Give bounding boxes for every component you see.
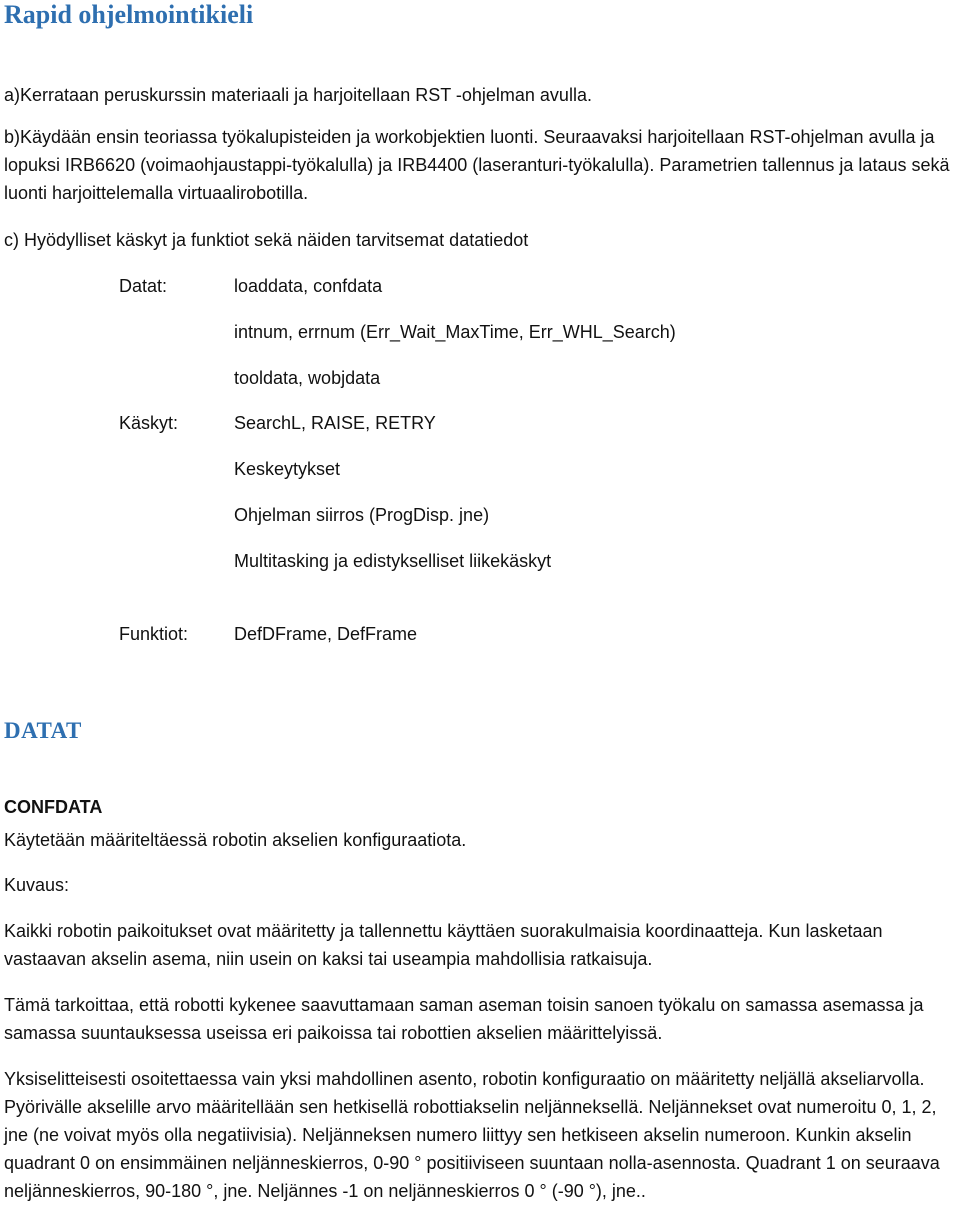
kuvaus-label: Kuvaus:: [4, 875, 70, 895]
kaskyt-label: Käskyt:: [119, 413, 179, 433]
paragraph-a: a)Kerrataan peruskurssin materiaali ja harjoitellaan RST -ohjelman avulla.: [4, 85, 592, 105]
list-item: tooldata, wobjdata: [234, 368, 381, 388]
section-title: DATAT: [4, 718, 82, 743]
list-item: intnum, errnum (Err_Wait_MaxTime, Err_WHL_Search): [234, 322, 676, 342]
list-item: Multitasking ja edistykselliset liikekäskyt: [234, 551, 552, 571]
list-item: Keskeytykset: [234, 459, 341, 479]
funktiot-label: Funktiot:: [119, 624, 189, 644]
list-item: SearchL, RAISE, RETRY: [234, 413, 436, 433]
list-item: loaddata, confdata: [234, 276, 383, 296]
confdata-intro: Käytetään määriteltäessä robotin akselien konfiguraatiota.: [4, 830, 467, 850]
page-title: Rapid ohjelmointikieli: [4, 0, 254, 29]
datat-label: Datat:: [119, 276, 168, 296]
body-paragraph: Tämä tarkoittaa, että robotti kykenee saavuttamaan saman aseman toisin sanoen työkalu on samassa asemassa ja samassa suuntauksessa useissa eri paikoissa tai robottien akselien määrittelyissä.: [4, 995, 924, 1043]
list-item: DefDFrame, DefFrame: [234, 624, 418, 644]
paragraph-c: c) Hyödylliset käskyt ja funktiot sekä näiden tarvitsemat datatiedot: [4, 230, 529, 250]
body-paragraph: Kaikki robotin paikoitukset ovat määritetty ja tallennettu käyttäen suorakulmaisia koordinaatteja. Kun lasketaan vastaavan akselin asema, niin usein on kaksi tai useampia mahdollisia ratkaisuja.: [4, 921, 883, 969]
subsection-title: CONFDATA: [4, 797, 103, 817]
paragraph-b: b)Käydään ensin teoriassa työkalupisteiden ja workobjektien luonti. Seuraavaksi harjoitellaan RST-ohjelman avulla ja lopuksi IRB6620 (voimaohjaustappi-työkalulla) ja IRB4400 (laseranturi-työkalulla). Parametrien tallennus ja lataus sekä luonti harjoittelemalla virtuaalirobotilla.: [4, 127, 950, 203]
list-item: Ohjelman siirros (ProgDisp. jne): [234, 505, 490, 525]
body-paragraph: Yksiselitteisesti osoitettaessa vain yksi mahdollinen asento, robotin konfiguraatio on määritetty neljällä akseliarvolla. Pyörivälle akselille arvo määritellään sen hetkisellä robottiakselin neljänneksellä. Neljännekset ovat numeroitu 0, 1, 2, jne (ne voivat myös olla negatiivisia). Neljänneksen numero liittyy sen hetkiseen akselin numeroon. Kunkin akselin quadrant 0 on ensimmäinen neljänneskierros, 0-90 ° positiiviseen suuntaan nolla-asennosta. Quadrant 1 on seuraava neljänneskierros, 90-180 °, jne. Neljännes -1 on neljänneskierros 0 ° (-90 °), jne..: [4, 1069, 940, 1201]
